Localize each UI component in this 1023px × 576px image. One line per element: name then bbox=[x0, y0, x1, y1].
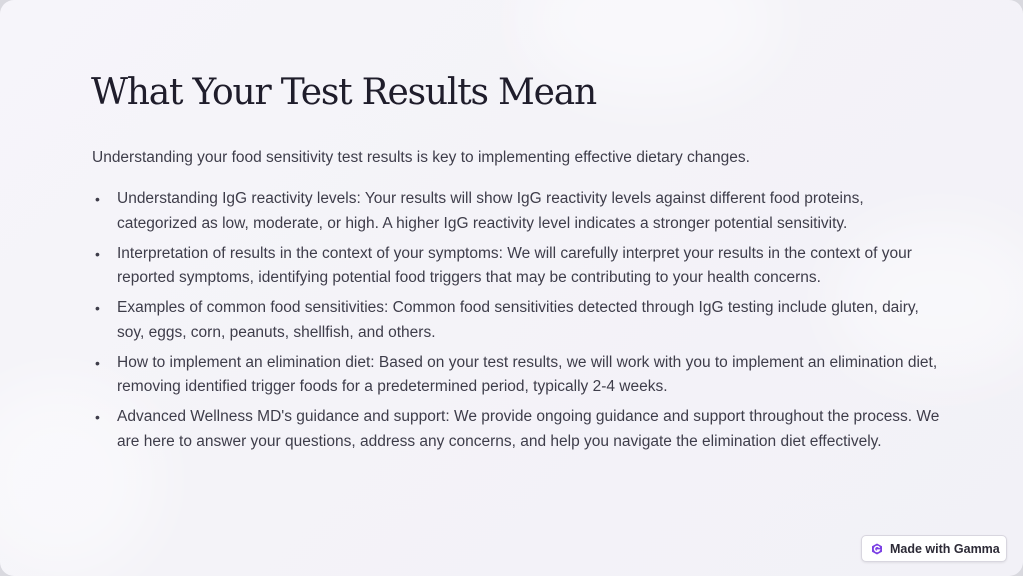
bullet-list bbox=[92, 187, 942, 460]
slide-title: What Your Test Results Mean bbox=[91, 72, 596, 113]
gamma-logo-icon bbox=[871, 543, 883, 555]
list-item bbox=[92, 242, 942, 291]
list-item-text: Advanced Wellness MD's guidance and support: We provide ongoing guidance and support throughout the process. We are here to answer your questions, address any concerns, and help you navigate the elimination diet effectively. bbox=[117, 408, 940, 450]
made-with-gamma-button[interactable] bbox=[861, 535, 1007, 562]
bullet-dot: • bbox=[95, 191, 100, 207]
bullet-dot: • bbox=[95, 354, 100, 371]
list-item bbox=[92, 187, 942, 236]
list-item bbox=[92, 351, 942, 400]
bullet-dot: • bbox=[95, 300, 100, 316]
intro-text: Understanding your food sensitivity test results is key to implementing effective dietary changes. bbox=[92, 149, 750, 166]
list-item-text: Examples of common food sensitivities: Common food sensitivities detected through IgG testing include gluten, dairy, soy, eggs, corn, peanuts, shellfish, and others. bbox=[117, 299, 919, 341]
list-item bbox=[92, 405, 942, 454]
list-item-text: Interpretation of results in the context of your symptoms: We will carefully interpret your results in the context of your reported symptoms, identifying potential food triggers that may be contributing to your health concerns. bbox=[117, 244, 912, 286]
badge-label: Made with Gamma bbox=[890, 541, 1000, 556]
list-item-text: How to implement an elimination diet: Based on your test results, we will work with you to implement an elimination diet, removing identified trigger foods for a predetermined period, typically 2-4 weeks. bbox=[117, 353, 938, 395]
list-item bbox=[92, 296, 942, 345]
bullet-dot: • bbox=[95, 245, 100, 262]
list-item-text: Understanding IgG reactivity levels: Your results will show IgG reactivity levels against different food proteins, categorized as low, moderate, or high. A higher IgG reactivity level indicates a stronger potential sensitivity. bbox=[117, 190, 864, 232]
bullet-dot: • bbox=[95, 409, 100, 425]
